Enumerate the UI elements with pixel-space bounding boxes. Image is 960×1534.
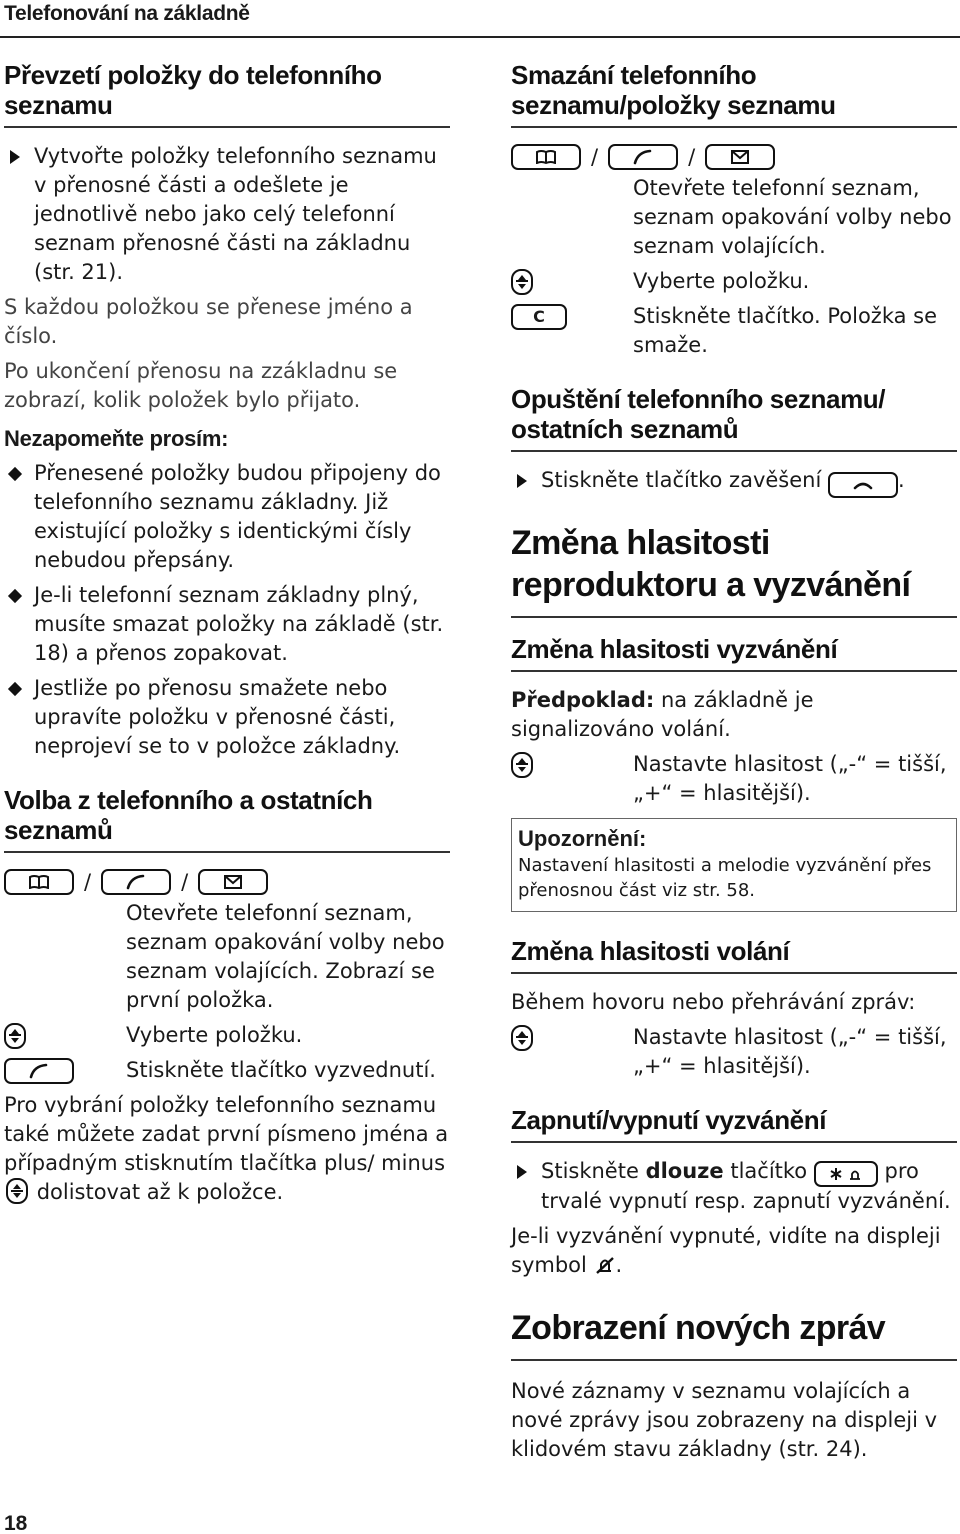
note-box	[511, 818, 957, 912]
step-press-talk-text: Stiskněte tlačítko vyzvednutí.	[126, 1058, 436, 1082]
step-open-lists-text: Otevřete telefonní seznam, seznam opakování volby nebo seznam volajících.	[633, 176, 952, 258]
step-press-clear	[511, 302, 957, 360]
ringer-toggle-text: Stiskněte	[541, 1159, 639, 1183]
nav-up-down-icon	[4, 1023, 26, 1049]
list-keys-row	[4, 867, 450, 897]
ringer-toggle-instruction	[511, 1157, 957, 1216]
step-set-call-volume	[511, 1023, 957, 1081]
step-select-entry-text: Vyberte položku.	[126, 1023, 303, 1047]
page-header-title: Telefonování na základně	[4, 2, 250, 25]
subsection-title-ringer-volume: Změna hlasitosti vyzvánění	[511, 634, 957, 672]
note-title: Upozornění:	[518, 826, 647, 851]
key-separator: /	[688, 145, 696, 169]
transfer-paragraph-1: S každou položkou se přenese jméno a číslo.	[4, 295, 413, 348]
exit-list-text-end: .	[897, 468, 905, 492]
step-set-call-volume-text: Nastavte hlasitost („-“ = tišší, „+“ = hlasitější).	[633, 1025, 947, 1078]
nav-up-down-icon	[6, 1178, 28, 1204]
left-column	[4, 60, 450, 1207]
end-call-key-icon	[828, 472, 898, 498]
step-select-entry	[511, 267, 957, 296]
ringer-off-paragraph	[511, 1222, 957, 1283]
ringer-off-text-end: .	[615, 1253, 623, 1277]
clear-key-icon: C	[511, 304, 567, 330]
reminder-item-text: Přenesené položky budou připojeny do telefonního seznamu základny. Již existující položky s identickými čísly nebudou přepsány.	[34, 461, 441, 572]
ringer-toggle-emphasis: dlouze	[645, 1159, 724, 1183]
subsection-title-ringer-toggle: Zapnutí/vypnutí vyzvánění	[511, 1105, 957, 1143]
star-bell-key-icon	[814, 1161, 878, 1187]
transfer-instruction	[4, 142, 450, 287]
reminder-heading: Nezapomeňte prosím:	[4, 426, 229, 451]
call-volume-paragraph: Během hovoru nebo přehrávání zpráv:	[511, 990, 916, 1014]
reminder-item	[4, 581, 450, 668]
handset-key-icon	[4, 1058, 74, 1084]
exit-list-text: Stiskněte tlačítko zavěšení	[541, 468, 822, 492]
arrow-bullet-icon	[511, 1157, 541, 1186]
nav-up-down-icon	[511, 752, 533, 778]
key-separator: /	[84, 870, 92, 894]
envelope-key-icon	[705, 144, 775, 170]
book-key-icon	[4, 869, 74, 895]
section-title-new-messages: Zobrazení nových zpráv	[511, 1307, 957, 1361]
section-title-dial-from-list: Volba z telefonního a ostatních seznamů	[4, 785, 450, 853]
step-press-clear-text: Stiskněte tlačítko. Položka se smaže.	[633, 304, 938, 357]
step-press-talk	[4, 1056, 450, 1085]
arrow-bullet-icon	[4, 142, 34, 171]
diamond-bullet-icon	[4, 674, 34, 703]
exit-list-instruction	[511, 466, 957, 498]
quick-search-text: Pro vybrání položky telefonního seznamu také můžete zadat první písmeno jména a případným stisknutím tlačítka plus/ minus	[4, 1093, 449, 1175]
step-set-ringer-volume-text: Nastavte hlasitost („-“ = tišší, „+“ = hlasitější).	[633, 752, 947, 805]
list-keys-row	[511, 142, 957, 172]
envelope-key-icon	[198, 869, 268, 895]
arrow-bullet-icon	[511, 466, 541, 495]
ringer-off-text: Je-li vyzvánění vypnuté, vidíte na displeji symbol	[511, 1224, 941, 1277]
book-key-icon	[511, 144, 581, 170]
key-separator: /	[591, 145, 599, 169]
handset-key-icon	[101, 869, 171, 895]
diamond-bullet-icon	[4, 459, 34, 488]
section-title-exit-list: Opuštění telefonního seznamu/ ostatních seznamů	[511, 384, 957, 452]
prerequisite-paragraph	[511, 686, 957, 744]
step-set-ringer-volume	[511, 750, 957, 808]
step-select-entry	[4, 1021, 450, 1050]
note-text: Nastavení hlasitosti a melodie vyzvánění přes přenosnou část viz str. 58.	[518, 855, 932, 901]
reminder-item	[4, 459, 450, 575]
right-column	[511, 60, 957, 1464]
page-number: 18	[4, 1512, 28, 1534]
diamond-bullet-icon	[4, 581, 34, 610]
nav-up-down-icon	[511, 269, 533, 295]
header-divider	[0, 36, 960, 38]
transfer-instruction-text: Vytvořte položky telefonního seznamu v přenosné části a odešlete je jednotlivě nebo jako celý telefonní seznam přenosné části na základnu (str. 21).	[34, 144, 437, 284]
transfer-paragraph-2: Po ukončení přenosu na zzákladnu se zobrazí, kolik položek bylo přijato.	[4, 359, 398, 412]
subsection-title-call-volume: Změna hlasitosti volání	[511, 936, 957, 974]
ringer-off-icon	[594, 1254, 616, 1283]
ringer-toggle-text-mid: tlačítko	[730, 1159, 808, 1183]
prerequisite-label: Předpoklad:	[511, 688, 655, 712]
section-title-delete: Smazání telefonního seznamu/položky seznamu	[511, 60, 957, 128]
reminder-item-text: Jestliže po přenosu smažete nebo upravíte položku v přenosné části, neprojeví se to v položce základny.	[34, 676, 401, 758]
section-title-volume: Změna hlasitosti reproduktoru a vyzvánění	[511, 522, 957, 618]
section-title-transfer: Převzetí položky do telefonního seznamu	[4, 60, 450, 128]
ringer-toggle-text-end: pro trvalé vypnutí resp. zapnutí vyzvánění.	[541, 1159, 951, 1213]
nav-up-down-icon	[511, 1025, 533, 1051]
quick-search-text-end: dolistovat až k položce.	[36, 1180, 284, 1204]
reminder-item	[4, 674, 450, 761]
quick-search-paragraph	[4, 1091, 450, 1207]
key-separator: /	[181, 870, 189, 894]
reminder-item-text: Je-li telefonní seznam základny plný, musíte smazat položky na základě (str. 18) a přenos zopakovat.	[34, 583, 444, 665]
prerequisite-text: na základně je signalizováno volání.	[511, 688, 814, 741]
step-open-lists-text: Otevřete telefonní seznam, seznam opakování volby nebo seznam volajících. Zobrazí se první položka.	[126, 901, 445, 1012]
handset-key-icon	[608, 144, 678, 170]
step-select-entry-text: Vyberte položku.	[633, 269, 810, 293]
new-messages-paragraph: Nové záznamy v seznamu volajících a nové zprávy jsou zobrazeny na displeji v klidovém stavu základny (str. 24).	[511, 1379, 938, 1461]
